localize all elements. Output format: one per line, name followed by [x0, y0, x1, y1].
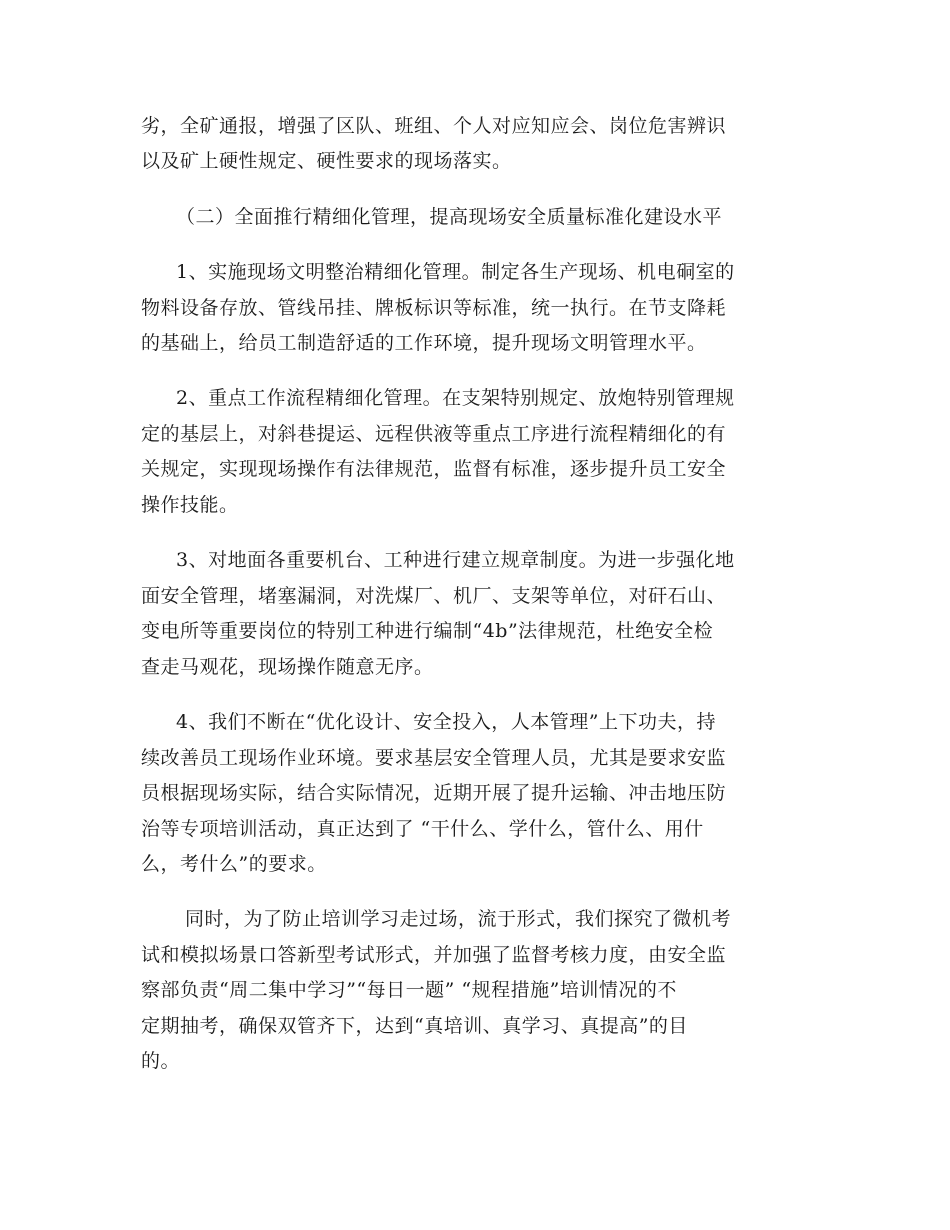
text-line: 查走马观花，现场操作随意无序。 [141, 656, 434, 678]
section-heading: （二）全面推行精细化管理，提高现场安全质量标准化建设水平 [176, 206, 723, 228]
text-line: 的基础上，给员工制造舒适的工作环境，提升现场文明管理水平。 [141, 332, 707, 354]
text-line: 同时，为了防止培训学习走过场，流于形式，我们探究了微机考 [185, 908, 732, 930]
text-line: 1、实施现场文明整治精细化管理。制定各生产现场、机电硐室的 [176, 261, 735, 283]
text-line: 试和模拟场景口答新型考试形式，并加强了监督考核力度，由安全监 [141, 944, 727, 966]
text-line: 定期抽考，确保双管齐下，达到“真培训、真学习、真提高”的目 [141, 1015, 688, 1037]
text-line: 员根据现场实际，结合实际情况，近期开展了提升运输、冲击地压防 [141, 782, 727, 804]
text-line: 变电所等重要岗位的特别工种进行编制“4b”法律规范，杜绝安全检 [141, 620, 714, 642]
text-line: 么，考什么”的要求。 [141, 853, 327, 875]
text-line: 察部负责“周二集中学习”“每日一题” “规程措施”培训情况的不 [141, 979, 677, 1001]
text-line: 续改善员工现场作业环境。要求基层安全管理人员，尤其是要求安监 [141, 747, 727, 769]
text-line: 关规定，实现现场操作有法律规范，监督有标准，逐步提升员工安全 [141, 458, 727, 480]
text-line: 的。 [141, 1050, 181, 1072]
text-line: 4、我们不断在“优化设计、安全投入，人本管理”上下功夫，持 [176, 711, 717, 733]
text-line: 操作技能。 [141, 494, 239, 516]
text-line: 2、重点工作流程精细化管理。在支架特别规定、放炮特别管理规 [176, 387, 735, 409]
text-line: 治等专项培训活动，真正达到了 “干什么、学什么，管什么、用什 [141, 818, 704, 840]
text-line: 物料设备存放、管线吊挂、牌板标识等标准，统一执行。在节支降耗 [141, 297, 727, 319]
text-line: 面安全管理，堵塞漏洞，对洗煤厂、机厂、支架等单位，对矸石山、 [141, 585, 727, 607]
text-line: 劣，全矿通报，增强了区队、班组、个人对应知应会、岗位危害辨识 [141, 115, 727, 137]
text-line: 以及矿上硬性规定、硬性要求的现场落实。 [141, 150, 512, 172]
text-line: 定的基层上，对斜巷提运、远程供液等重点工序进行流程精细化的有 [141, 423, 727, 445]
text-line: 3、对地面各重要机台、工种进行建立规章制度。为进一步强化地 [176, 549, 735, 571]
